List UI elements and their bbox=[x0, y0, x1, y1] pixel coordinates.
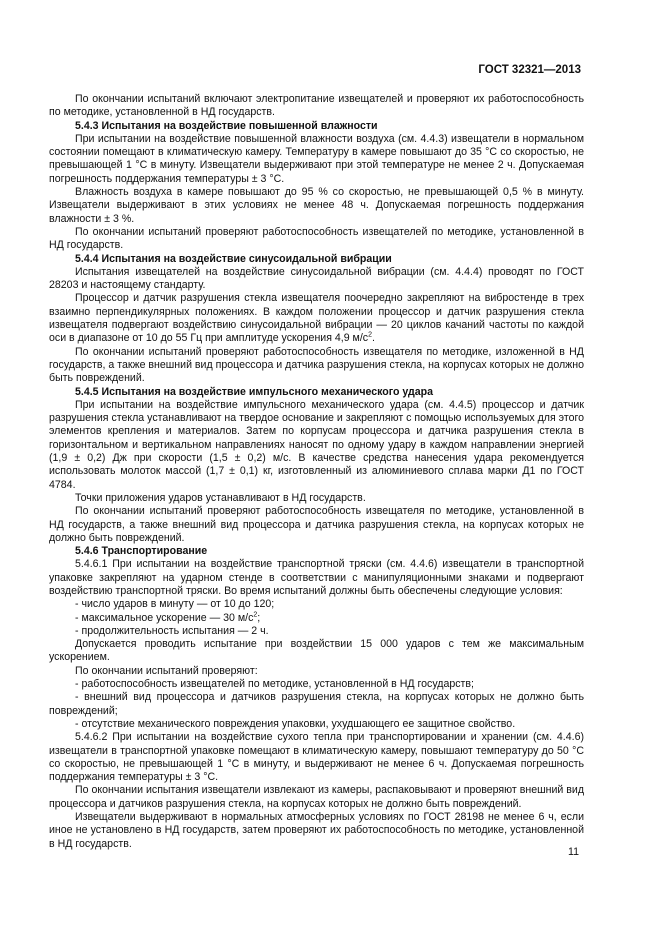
paragraph bbox=[49, 558, 584, 598]
section-heading bbox=[49, 120, 584, 133]
paragraph bbox=[49, 292, 584, 345]
paragraph bbox=[49, 133, 584, 186]
paragraph bbox=[49, 638, 584, 665]
paragraph-text: По окончании испытаний проверяют: bbox=[75, 664, 258, 677]
paragraph-text: 5.4.6 Транспортирование bbox=[75, 545, 208, 558]
paragraph-text: 5.4.4 Испытания на воздействие синусоидальной вибрации bbox=[75, 252, 392, 265]
paragraph bbox=[49, 93, 584, 120]
paragraph bbox=[49, 492, 584, 505]
paragraph-text: - число ударов в минуту — от 10 до 120; bbox=[75, 598, 275, 611]
paragraph bbox=[49, 399, 584, 492]
paragraph-text: 5.4.5 Испытания на воздействие импульсного механического удара bbox=[75, 385, 434, 398]
section-heading bbox=[49, 545, 584, 558]
paragraph bbox=[49, 665, 584, 678]
paragraph bbox=[49, 811, 584, 851]
paragraph-text: По окончании испытания извещатели извлекают из камеры, распаковывают и проверяют внешний вид процессора и датчиков разрушения стекла, на корпусах которых не должно быть повреждений. bbox=[49, 784, 584, 810]
paragraph-text: Процессор и датчик разрушения стекла извещателя поочередно закрепляют на вибростенде в трех взаимно перпендикулярных положениях. В каждом положении процессор и датчик разрушения стекла извещателя подвергают воздействию синусоидальной вибрации — 20 циклов качаний частоты по каждой оси в диапазоне от 10 до 55 Гц при амплитуде ускорения 4,9 м/с bbox=[49, 292, 584, 345]
section-heading bbox=[49, 253, 584, 266]
superscript: 2 bbox=[253, 611, 258, 619]
paragraph bbox=[49, 226, 584, 253]
list-item bbox=[49, 612, 584, 625]
document-header: ГОСТ 32321—2013 bbox=[478, 64, 581, 76]
list-item bbox=[49, 691, 584, 718]
paragraph-text: При испытании на воздействие импульсного механического удара (см. 4.4.5) процессор и датчик разрушения стекла устанавливают на твердое основание и закрепляют с помощью используемых для этого элементов крепления и материалов. Затем по корпусам процессора и датчика разрушения стекла в горизонтальном и вертикальном направлениях наносят по одному удару в каждом направлении энергией (1,9 ± 0,2) Дж при скорости (1,5 ± 0,2) м/с. В качестве средства нанесения удара рекомендуется использовать молоток массой (1,7 ± 0,1) кг, изготовленный из алюминиевого сплава марки Д1 по ГОСТ 4784. bbox=[49, 398, 584, 491]
paragraph-text: По окончании испытаний проверяют работоспособность извещателей по методике, установленной в НД государств. bbox=[49, 225, 584, 252]
paragraph-text: Извещатели выдерживают в нормальных атмосферных условиях по ГОСТ 28198 не менее 6 ч, если иное не установлено в НД государств, затем проверяют их работоспособность по методике, установленной в НД государств. bbox=[49, 811, 584, 850]
list-item bbox=[49, 678, 584, 691]
paragraph-text: При испытании на воздействие повышенной влажности воздуха (см. 4.4.3) извещатели в нормальном состоянии помещают в климатическую камеру. Температуру в камере повышают до 35 °С со скоростью, не превышающей 1 °С в минуту. Извещатели выдерживают при этой температуре не менее 2 ч. Допускаемая погрешность поддержания температуры ± 3 °С. bbox=[49, 132, 584, 185]
paragraph-text: - работоспособность извещателей по методике, установленной в НД государств; bbox=[75, 678, 474, 691]
paragraph-text: - максимальное ускорение — 30 м/с bbox=[75, 611, 254, 624]
paragraph-text: По окончании испытаний проверяют работоспособность извещателя по методике, установленной в НД государств, а также внешний вид процессора и датчика разрушения стекла, на корпусах которых не должно быть повреждений. bbox=[49, 505, 584, 544]
paragraph bbox=[49, 346, 584, 386]
paragraph bbox=[49, 266, 584, 293]
paragraph bbox=[49, 186, 584, 226]
list-item bbox=[49, 598, 584, 611]
paragraph bbox=[49, 731, 584, 784]
paragraph-text: По окончании испытаний включают электропитание извещателей и проверяют их работоспособность по методике, установленной в НД государств. bbox=[49, 93, 584, 119]
paragraph-text: 5.4.6.1 При испытании на воздействие транспортной тряски (см. 4.4.6) извещатели в транспортной упаковке закрепляют на ударном стенде в соответствии с манипуляционными знаками и подвергают воздействию транспортной тряски. Во время испытаний должны быть обеспечены следующие условия: bbox=[49, 558, 584, 597]
paragraph-text: - отсутствие механического повреждения упаковки, ухудшающего ее защитное свойство. bbox=[75, 717, 516, 730]
paragraph-text: Допускается проводить испытание при воздействии 15 000 ударов с тем же максимальным ускорением. bbox=[49, 638, 584, 664]
paragraph-text: 5.4.3 Испытания на воздействие повышенной влажности bbox=[75, 119, 378, 132]
page-number: 11 bbox=[568, 846, 579, 858]
paragraph-text: Испытания извещателей на воздействие синусоидальной вибрации (см. 4.4.4) проводят по ГОСТ 28203 и настоящему стандарту. bbox=[49, 265, 584, 292]
paragraph-text: По окончании испытаний проверяют работоспособность извещателя по методике, изложенной в НД государств, а также внешний вид процессора и датчика разрушения стекла, на корпусах которых не должно быть повреждений. bbox=[49, 345, 584, 385]
superscript: 2 bbox=[368, 331, 372, 339]
paragraph-tail: . bbox=[372, 332, 375, 345]
paragraph-text: Влажность воздуха в камере повышают до 95 % со скоростью, не превышающей 0,5 % в минуту. Извещатели выдерживают в этих условиях не менее 48 ч. Допускаемая погрешность поддержания влажности ± 3 %. bbox=[49, 186, 584, 225]
document-body bbox=[49, 93, 584, 851]
paragraph bbox=[49, 784, 584, 811]
list-item bbox=[49, 718, 584, 731]
list-item bbox=[49, 625, 584, 638]
section-heading bbox=[49, 386, 584, 399]
paragraph bbox=[49, 505, 584, 545]
paragraph-tail: ; bbox=[257, 611, 261, 624]
paragraph-text: - внешний вид процессора и датчиков разрушения стекла, на корпусах которых не должно быть повреждений; bbox=[49, 691, 584, 717]
paragraph-text: 5.4.6.2 При испытании на воздействие сухого тепла при транспортировании и хранении (см. 4.4.6) извещатели в транспортной упаковке помещают в климатическую камеру, повышают температуру до 50 °С со скоростью, не превышающей 1 °С в минуту, и выдерживают не менее 6 ч. Допускаемая погрешность поддержания температуры ± 3 °С. bbox=[49, 731, 584, 784]
paragraph-text: Точки приложения ударов устанавливают в НД государств. bbox=[75, 491, 366, 504]
paragraph-text: - продолжительность испытания — 2 ч. bbox=[75, 624, 269, 637]
